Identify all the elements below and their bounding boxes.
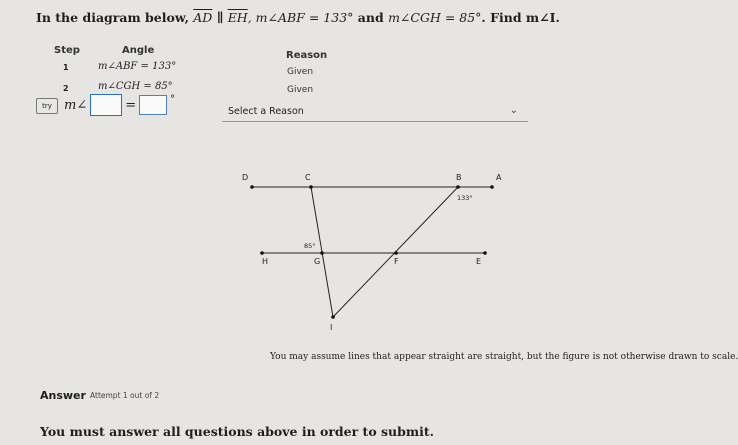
row-1-reason: Given [287,67,314,77]
label-a: A [496,173,502,182]
label-i: I [330,323,333,332]
label-b: B [456,173,462,182]
label-f: F [394,257,399,266]
question-and: and [353,10,389,25]
header-angle: Angle [122,45,155,56]
question-find: . Find m∠I. [481,10,560,25]
given-angle-cgh: m∠CGH = 85° [388,10,482,25]
given-angle-abf: , m∠ABF = 133° [247,10,354,25]
point-f [394,251,398,255]
label-g: G [314,257,321,266]
header-step: Step [54,45,80,56]
point-d [250,185,254,189]
label-d: D [242,173,249,182]
header-reason: Reason [286,50,328,61]
submit-requirement-message: You must answer all questions above in order to submit. [40,424,434,439]
row-2-step: 2 [63,84,69,93]
label-c: C [305,173,311,182]
row-1-angle: m∠ABF = 133° [98,61,177,72]
attempt-counter: Attempt 1 out of 2 [90,391,160,400]
segment-ad: $\overline{AD}$ [193,10,213,25]
row-2-angle: m∠CGH = 85° [98,81,173,92]
label-e: E [476,257,482,266]
label-h: H [262,257,269,266]
point-h [260,251,264,255]
equals-sign: = [125,97,137,113]
point-g [320,251,324,255]
chevron-down-icon: ⌄ [509,105,518,116]
point-i [331,315,335,319]
question-prefix: In the diagram below, [36,10,194,25]
degree-symbol: ° [170,93,176,105]
point-e [483,251,487,255]
row-2-reason: Given [287,85,314,95]
answer-label: Answer [40,389,86,402]
diagram-note: You may assume lines that appear straight are straight, but the figure is not otherwise drawn to scale. [270,352,738,362]
angle-label-85: 85° [304,242,316,250]
row-1-step: 1 [63,63,69,72]
point-a [490,185,494,189]
segment-eh: $\overline{EH}$ [227,10,248,25]
reason-select-placeholder: Select a Reason [228,106,304,117]
point-c [309,185,313,189]
try-label: try [42,102,52,110]
point-b [456,185,460,189]
parallel-symbol: ∥ [216,10,224,25]
angle-prefix: m∠ [64,97,88,113]
angle-label-133: 133° [457,194,473,202]
